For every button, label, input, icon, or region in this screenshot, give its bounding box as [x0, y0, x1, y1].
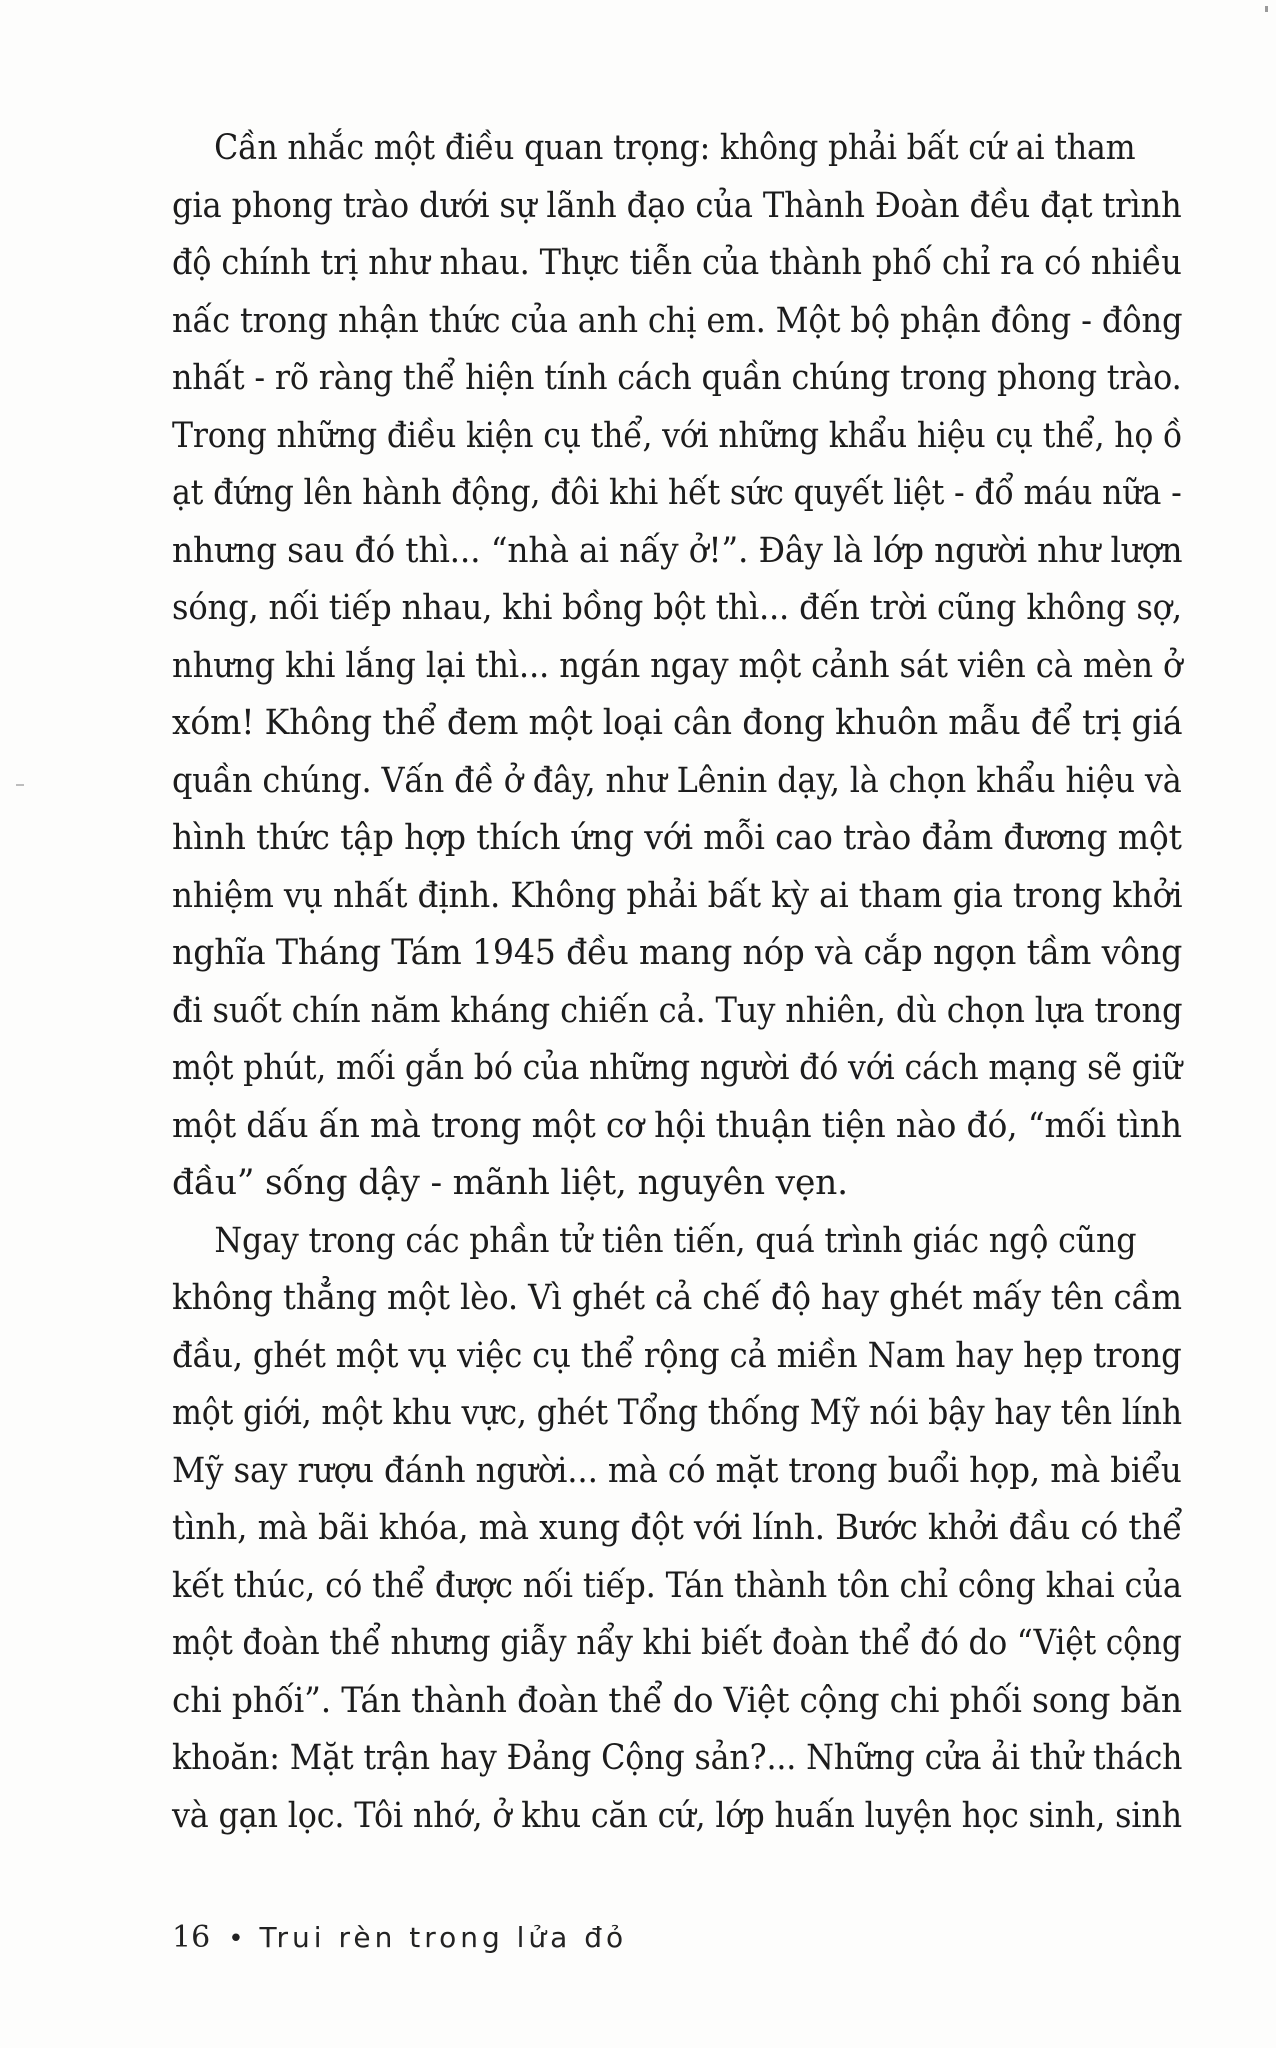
book-title: Trui rèn trong lửa đỏ [259, 1921, 628, 1954]
text-line: sóng, nối tiếp nhau, khi bồng bột thì... đến trời cũng không sợ, [172, 588, 1182, 628]
text-line: nấc trong nhận thức của anh chị em. Một bộ phận đông - đông [172, 300, 1183, 341]
text-line: đi suốt chín năm kháng chiến cả. Tuy nhiên, dù chọn lựa trong [172, 990, 1183, 1031]
text-line: gia phong trào dưới sự lãnh đạo của Thành Đoàn đều đạt trình [172, 185, 1182, 226]
page-body-text [172, 120, 1182, 1845]
text-line: nhưng sau đó thì... “nhà ai nấy ở!”. Đây là lớp người như lượn [172, 530, 1183, 571]
text-line: tình, mà bãi khóa, mà xung đột với lính. Bước khởi đầu có thể [172, 1508, 1183, 1548]
text-line: đầu, ghét một vụ việc cụ thể rộng cả miền Nam hay hẹp trong [172, 1335, 1182, 1376]
text-line: nghĩa Tháng Tám 1945 đều mang nóp và cắp ngọn tầm vông [172, 933, 1183, 973]
text-line: ạt đứng lên hành động, đôi khi hết sức quyết liệt - đổ máu nữa - [172, 473, 1182, 513]
page-number: 16 [172, 1920, 211, 1955]
text-line: Mỹ say rượu đánh người... mà có mặt trong buổi họp, mà biểu [172, 1450, 1182, 1491]
page-footer [172, 1920, 627, 1955]
text-line: kết thúc, có thể được nối tiếp. Tán thành tôn chỉ công khai của [172, 1565, 1182, 1606]
paragraph [172, 120, 1182, 1213]
text-line: không thẳng một lèo. Vì ghét cả chế độ hay ghét mấy tên cầm [172, 1278, 1182, 1318]
text-line: một phút, mối gắn bó của những người đó với cách mạng sẽ giữ [172, 1048, 1182, 1088]
text-line: Cần nhắc một điều quan trọng: không phải bất cứ ai tham [214, 128, 1136, 168]
text-line: nhiệm vụ nhất định. Không phải bất kỳ ai tham gia trong khởi [172, 875, 1183, 916]
paragraph [172, 1213, 1182, 1846]
text-line: một giới, một khu vực, ghét Tổng thống Mỹ nói bậy hay tên lính [172, 1393, 1182, 1433]
text-line: khoăn: Mặt trận hay Đảng Cộng sản?... Những cửa ải thử thách [172, 1738, 1183, 1778]
text-line: Trong những điều kiện cụ thể, với những khẩu hiệu cụ thể, họ ồ [172, 415, 1183, 456]
text-line: xóm! Không thể đem một loại cân đong khuôn mẫu để trị giá [172, 703, 1183, 743]
text-line: Ngay trong các phần tử tiên tiến, quá trình giác ngộ cũng [214, 1220, 1137, 1261]
text-line: nhất - rõ ràng thể hiện tính cách quần chúng trong phong trào. [172, 358, 1182, 398]
text-line: chi phối”. Tán thành đoàn thể do Việt cộng chi phối song băn [172, 1680, 1182, 1721]
text-line: một đoàn thể nhưng giẫy nẩy khi biết đoàn thể đó do “Việt cộng [172, 1623, 1182, 1663]
text-line: nhưng khi lắng lại thì... ngán ngay một cảnh sát viên cà mèn ở [172, 645, 1183, 686]
text-line: đầu” sống dậy - mãnh liệt, nguyên vẹn. [172, 1163, 848, 1203]
text-line: quần chúng. Vấn đề ở đây, như Lênin dạy, là chọn khẩu hiệu và [172, 760, 1182, 801]
scan-artifact [1265, 6, 1268, 12]
text-line: hình thức tập hợp thích ứng với mỗi cao trào đảm đương một [172, 818, 1182, 858]
text-line: và gạn lọc. Tôi nhớ, ở khu căn cứ, lớp huấn luyện học sinh, sinh [172, 1795, 1182, 1836]
text-line: độ chính trị như nhau. Thực tiễn của thành phố chỉ ra có nhiều [172, 243, 1182, 283]
footer-separator: • [228, 1924, 244, 1954]
text-line: một dấu ấn mà trong một cơ hội thuận tiện nào đó, “mối tình [172, 1105, 1182, 1146]
scan-artifact [16, 784, 24, 786]
